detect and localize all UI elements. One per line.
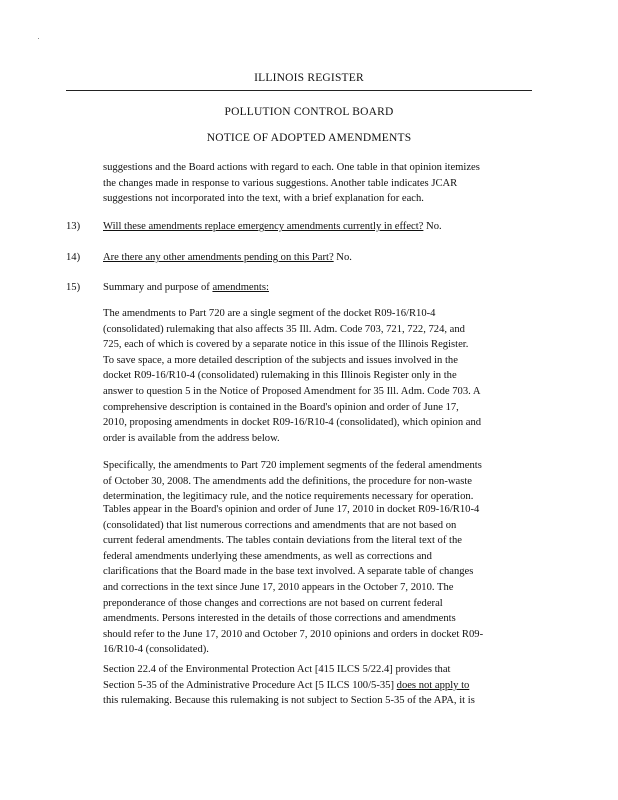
text-line: The amendments to Part 720 are a single segment of the docket R09-16/R10-4 <box>103 308 436 319</box>
header-rule <box>66 90 532 91</box>
text-line: 725, each of which is covered by a separate notice in this issue of the Illinois Register. <box>103 339 469 351</box>
text-line: docket R09-16/R10-4 (consolidated) rulemaking in this Illinois Register only in the <box>103 370 457 382</box>
question-text: Will these amendments replace emergency amendments currently in effect? <box>103 221 424 232</box>
question-text-underlined: amendments: <box>212 282 269 293</box>
text-line: To save space, a more detailed description of the subjects and issues involved in the <box>103 354 458 366</box>
underlined-phrase: does not apply to <box>396 679 470 691</box>
text-line: 16/R10-4 (consolidated). <box>103 644 209 656</box>
question-number: 15) <box>66 282 81 293</box>
text-line <box>103 678 543 694</box>
text-line: amendments. Persons interested in the details of those corrections and amendments <box>103 613 456 625</box>
text-line: comprehensive description is contained in the Board's opinion and order of June 17, <box>103 401 459 413</box>
summary-paragraph-4 <box>103 662 543 709</box>
text-line: (consolidated) rulemaking that also affects 35 Ill. Adm. Code 703, 721, 722, 724, and <box>103 323 465 335</box>
text-line: determination, the legitimacy rule, and the notice requirements necessary for operation. <box>103 491 474 503</box>
text-line: suggestions and the Board actions with regard to each. One table in that opinion itemizes <box>103 162 480 173</box>
text-line: this rulemaking. Because this rulemaking is not subject to Section 5-35 of the APA, it is <box>103 695 475 707</box>
scan-speck <box>38 38 39 39</box>
question-15 <box>103 280 269 296</box>
question-number: 13) <box>66 221 81 232</box>
question-number: 14) <box>66 252 81 263</box>
text-line: clarifications that the Board made in the base text involved. A separate table of changes <box>103 566 474 578</box>
text-line: answer to question 5 in the Notice of Proposed Amendment for 35 Ill. Adm. Code 703. A <box>103 385 481 397</box>
agency-title: POLLUTION CONTROL BOARD <box>224 106 394 118</box>
text-line: current federal amendments. The tables contain deviations from the literal text of the <box>103 535 462 547</box>
text-line: of October 30, 2008. The amendments add the definitions, the procedure for non-waste <box>103 475 473 487</box>
notice-title: NOTICE OF ADOPTED AMENDMENTS <box>206 132 412 144</box>
question-14 <box>103 250 352 266</box>
question-13 <box>103 219 442 235</box>
text-line: Specifically, the amendments to Part 720 implement segments of the federal amendments <box>103 460 482 471</box>
text-line-start: Section 5-35 of the Administrative Procedure Act [5 ILCS 100/5-35] <box>103 679 397 691</box>
text-line: preponderance of those changes and corrections are not based on current federal <box>103 597 443 609</box>
question-text: Are there any other amendments pending on this Part? <box>103 252 334 263</box>
text-line: (consolidated) that list numerous corrections and amendments that are not based on <box>103 519 457 531</box>
text-line: Tables appear in the Board's opinion and order of June 17, 2010 in docket R09-16/R10-4 <box>103 504 480 515</box>
question-text: Summary and purpose of <box>103 282 213 293</box>
question-answer: No. <box>423 221 442 232</box>
text-line: and corrections in the text since June 17, 2010 appears in the October 7, 2010. The <box>103 581 454 593</box>
text-line: should refer to the June 17, 2010 and October 7, 2010 opinions and orders in docket R09- <box>103 628 484 640</box>
summary-paragraph-3 <box>103 502 543 658</box>
text-line: the changes made in response to various suggestions. Another table indicates JCAR <box>103 177 458 189</box>
text-line: suggestions not incorporated into the text, with a brief explanation for each. <box>103 193 424 205</box>
text-line: Section 22.4 of the Environmental Protection Act [415 ILCS 5/22.4] provides that <box>103 664 451 675</box>
summary-paragraph-1 <box>103 306 543 446</box>
summary-paragraph-2 <box>103 458 543 505</box>
text-line: federal amendments underlying these amendments, as well as corrections and <box>103 550 432 562</box>
intro-paragraph <box>103 160 543 207</box>
text-line: order is available from the address below. <box>103 432 280 444</box>
text-line: 2010, proposing amendments in docket R09-16/R10-4 (consolidated), which opinion and <box>103 417 482 429</box>
question-answer: No. <box>333 252 352 263</box>
register-title: ILLINOIS REGISTER <box>254 72 364 84</box>
